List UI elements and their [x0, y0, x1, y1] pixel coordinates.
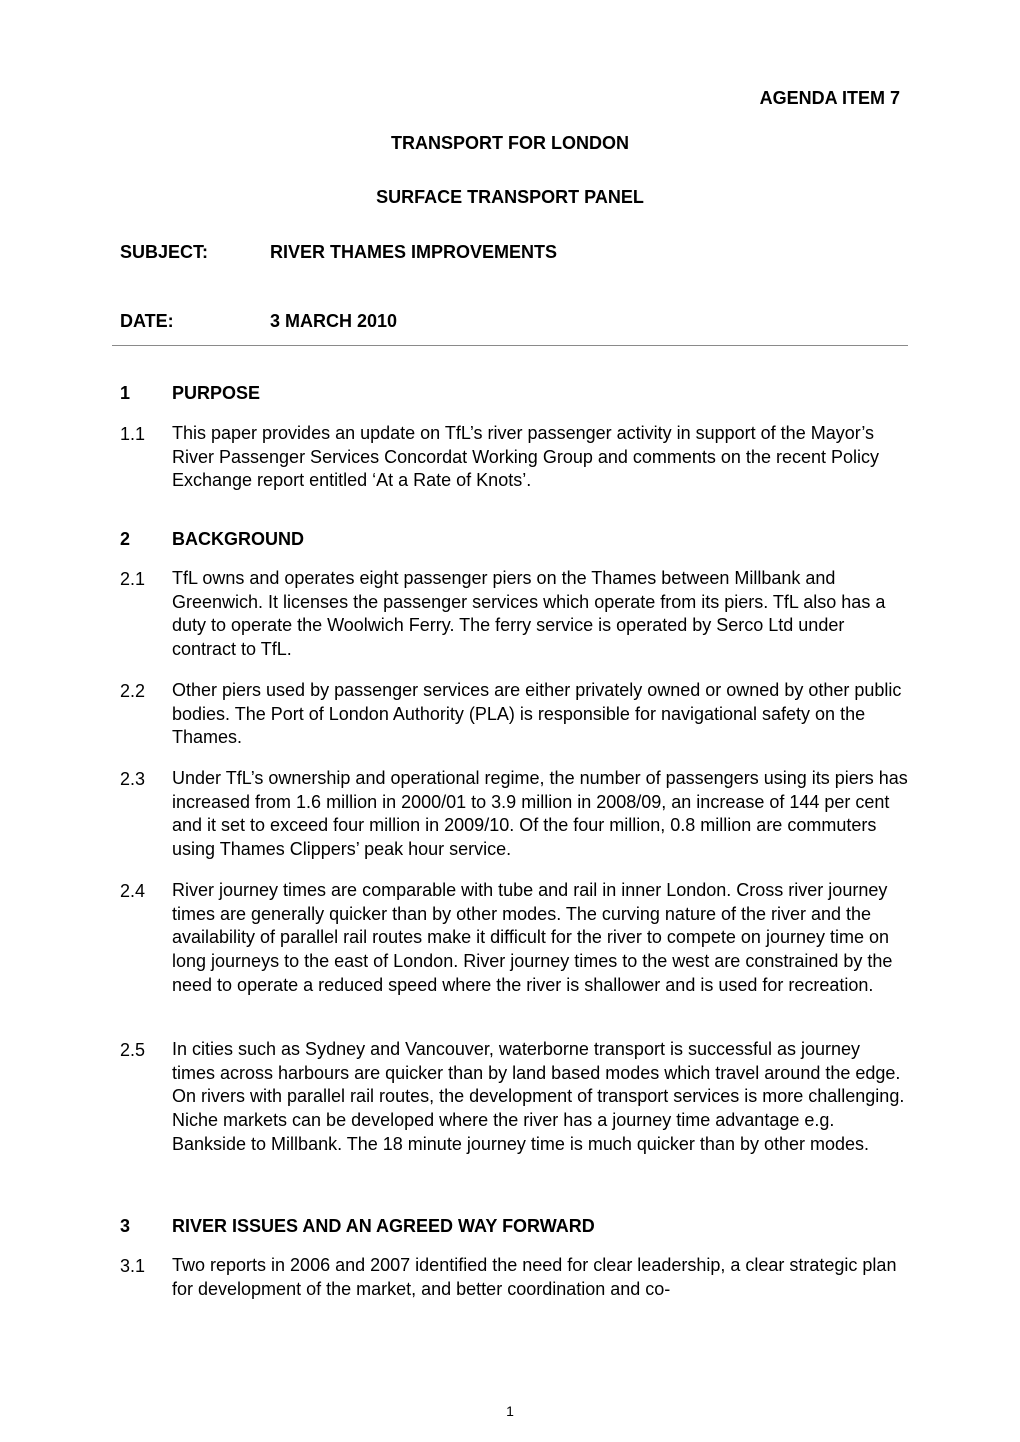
paragraph-text: In cities such as Sydney and Vancouver, waterborne transport is successful as journey times across harbours are quicker than by land based modes which travel around the edge. On rivers with parallel rail routes, the development of transport services is more challenging. Niche markets can be developed where the river has a journey time advantage e.g. Bankside to Millbank. The 18 minute journey time is much quicker than by other modes. [172, 1039, 905, 1154]
paragraph-number: 2.3 [120, 769, 146, 789]
paragraph-text: Two reports in 2006 and 2007 identified the need for clear leadership, a clear strategic plan for development of the market, and better coordination and co- [172, 1255, 897, 1299]
paragraph-number: 2.4 [120, 881, 146, 901]
subject-value: RIVER THAMES IMPROVEMENTS [270, 242, 558, 262]
subject-label: SUBJECT: [120, 242, 209, 262]
paragraph-number: 2.1 [120, 569, 146, 589]
paragraph-text: Other piers used by passenger services are either privately owned or owned by other public bodies. The Port of London Authority (PLA) is responsible for navigational safety on the Thames. [172, 680, 902, 748]
agenda-item: AGENDA ITEM 7 [759, 88, 900, 108]
section-number: 1 [120, 383, 131, 403]
date-value: 3 MARCH 2010 [270, 311, 398, 331]
section-title: BACKGROUND [172, 529, 304, 549]
paragraph-text: This paper provides an update on TfL’s river passenger activity in support of the Mayor’s River Passenger Services Concordat Working Group and comments on the recent Policy Exchange report entitled ‘At a Rate of Knots’. [172, 423, 879, 491]
paragraph-number: 3.1 [120, 1256, 146, 1276]
paragraph-number: 2.2 [120, 681, 146, 701]
paragraph-number: 2.5 [120, 1040, 146, 1060]
header-divider [112, 345, 908, 346]
paragraph-number: 1.1 [120, 424, 146, 444]
paragraph-text: TfL owns and operates eight passenger piers on the Thames between Millbank and Greenwich. It licenses the passenger services which operate from its piers. TfL also has a duty to operate the Woolwich Ferry. The ferry service is operated by Serco Ltd under contract to TfL. [172, 568, 886, 660]
panel-title: SURFACE TRANSPORT PANEL [376, 187, 644, 207]
organisation-title: TRANSPORT FOR LONDON [391, 133, 629, 153]
section-title: RIVER ISSUES AND AN AGREED WAY FORWARD [172, 1216, 595, 1236]
section-title: PURPOSE [172, 383, 261, 403]
paragraph-text: River journey times are comparable with tube and rail in inner London. Cross river journey times are generally quicker than by other modes. The curving nature of the river and the availability of parallel rail routes make it difficult for the river to compete on journey time on long journeys to the east of London. River journey times to the west are constrained by the need to operate a reduced speed where the river is shallower and is used for recreation. [172, 880, 893, 995]
date-label: DATE: [120, 311, 174, 331]
section-number: 3 [120, 1216, 131, 1236]
section-number: 2 [120, 529, 131, 549]
page-number: 1 [506, 1403, 514, 1419]
paragraph-text: Under TfL’s ownership and operational regime, the number of passengers using its piers has increased from 1.6 million in 2000/01 to 3.9 million in 2008/09, an increase of 144 per cent and it set to exceed four million in 2009/10. Of the four million, 0.8 million are commuters using Thames Clippers’ peak hour service. [172, 768, 908, 860]
